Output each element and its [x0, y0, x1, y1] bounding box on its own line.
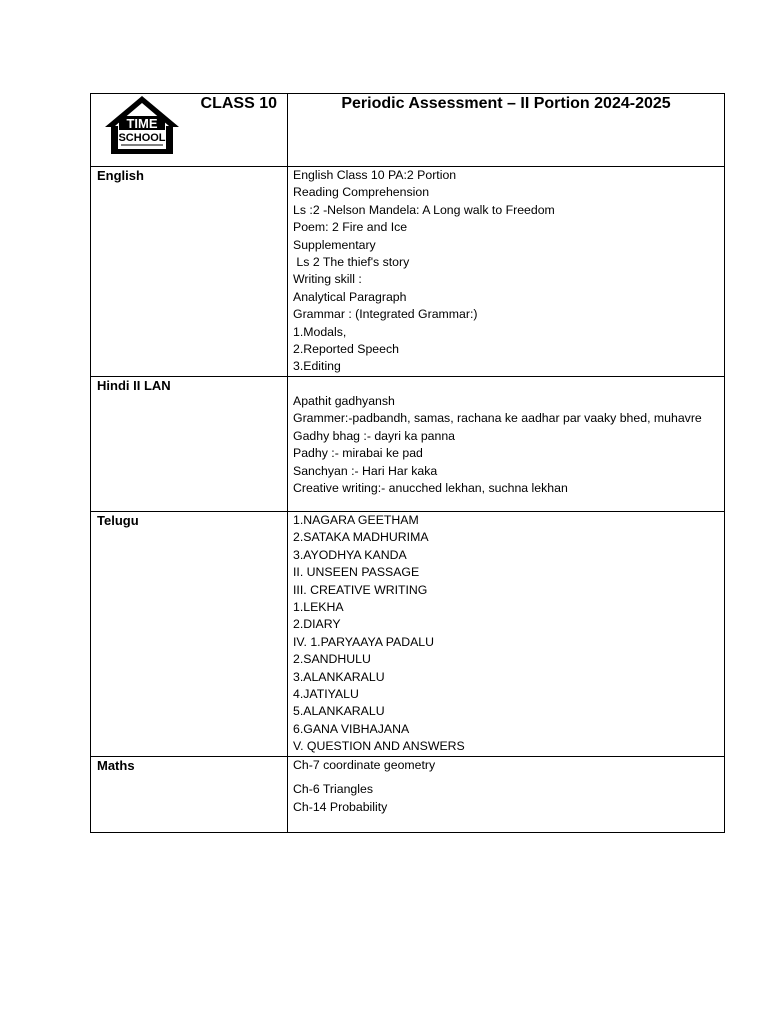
- subject-row-english: [91, 167, 725, 377]
- portion-line: 6.GANA VIBHAJANA: [293, 721, 410, 736]
- portion-line: 2.Reported Speech: [293, 342, 399, 357]
- portion-line: II. UNSEEN PASSAGE: [293, 565, 420, 580]
- portion-line: Supplementary: [293, 237, 376, 252]
- header-left-cell: [91, 94, 288, 167]
- portion-line: Analytical Paragraph: [293, 289, 407, 304]
- subject-name: Telugu: [91, 512, 288, 757]
- portion-line: 2.SANDHULU: [293, 652, 371, 667]
- portion-line: Ch-7 coordinate geometry: [293, 757, 436, 772]
- logo-text-bottom: SCHOOL: [118, 132, 166, 144]
- portion-line: Ls :2 -Nelson Mandela: A Long walk to Freedom: [293, 202, 555, 217]
- portion-line: Reading Comprehension: [293, 185, 430, 200]
- portion-line: 3.AYODHYA KANDA: [293, 547, 407, 562]
- class-label: CLASS 10: [200, 95, 277, 112]
- page-title: Periodic Assessment – II Portion 2024-2025: [341, 95, 671, 112]
- portion-line: 1.LEKHA: [293, 600, 344, 615]
- portion-cell: [288, 512, 725, 757]
- portion-table: [90, 93, 725, 833]
- subject-row-hindi: [91, 377, 725, 512]
- portion-line: V. QUESTION AND ANSWERS: [293, 739, 465, 754]
- subject-name: English: [91, 167, 288, 377]
- portion-cell: [288, 377, 725, 512]
- portion-line: IV. 1.PARYAAYA PADALU: [293, 634, 435, 649]
- portion-line: Sanchyan :- Hari Har kaka: [293, 463, 438, 478]
- header-right-cell: [288, 94, 725, 167]
- portion-line: Ch-14 Probability: [293, 799, 388, 814]
- portion-line: 3.Editing: [293, 359, 341, 374]
- portion-cell: [288, 756, 725, 832]
- portion-line: 2.DIARY: [293, 617, 341, 632]
- portion-line: Creative writing:- anucched lekhan, suchna lekhan: [293, 481, 568, 496]
- portion-line: 4.JATIYALU: [293, 687, 359, 702]
- portion-line: 1.NAGARA GEETHAM: [293, 513, 419, 527]
- logo-text-top: TIME: [126, 116, 158, 131]
- portion-line: 3.ALANKARALU: [293, 669, 385, 684]
- line-gap: [293, 774, 724, 781]
- portion-line: Grammar : (Integrated Grammar:): [293, 307, 478, 322]
- portion-line: Ls 2 The thief's story: [293, 255, 410, 270]
- portion-line: Gadhy bhag :- dayri ka panna: [293, 428, 456, 443]
- portion-line: III. CREATIVE WRITING: [293, 582, 428, 597]
- portion-line: English Class 10 PA:2 Portion: [293, 168, 457, 182]
- portion-line: 5.ALANKARALU: [293, 704, 385, 719]
- portion-line: Apathit gadhyansh: [293, 394, 395, 408]
- subject-name: Maths: [91, 756, 288, 832]
- portion-line: Grammer:-padbandh, samas, rachana ke aadhar par vaaky bhed, muhavre: [293, 411, 702, 426]
- portion-line: Ch-6 Triangles: [293, 782, 373, 797]
- portion-cell: [288, 167, 725, 377]
- school-logo: [103, 94, 181, 160]
- header-row: [91, 94, 725, 167]
- portion-line: Writing skill :: [293, 272, 362, 287]
- subject-row-telugu: [91, 512, 725, 757]
- portion-line: Poem: 2 Fire and Ice: [293, 220, 408, 235]
- portion-line: Padhy :- mirabai ke pad: [293, 446, 423, 461]
- subject-row-maths: [91, 756, 725, 832]
- subject-name: Hindi II LAN: [91, 377, 288, 512]
- portion-line: 2.SATAKA MADHURIMA: [293, 530, 429, 545]
- portion-line: 1.Modals,: [293, 324, 347, 339]
